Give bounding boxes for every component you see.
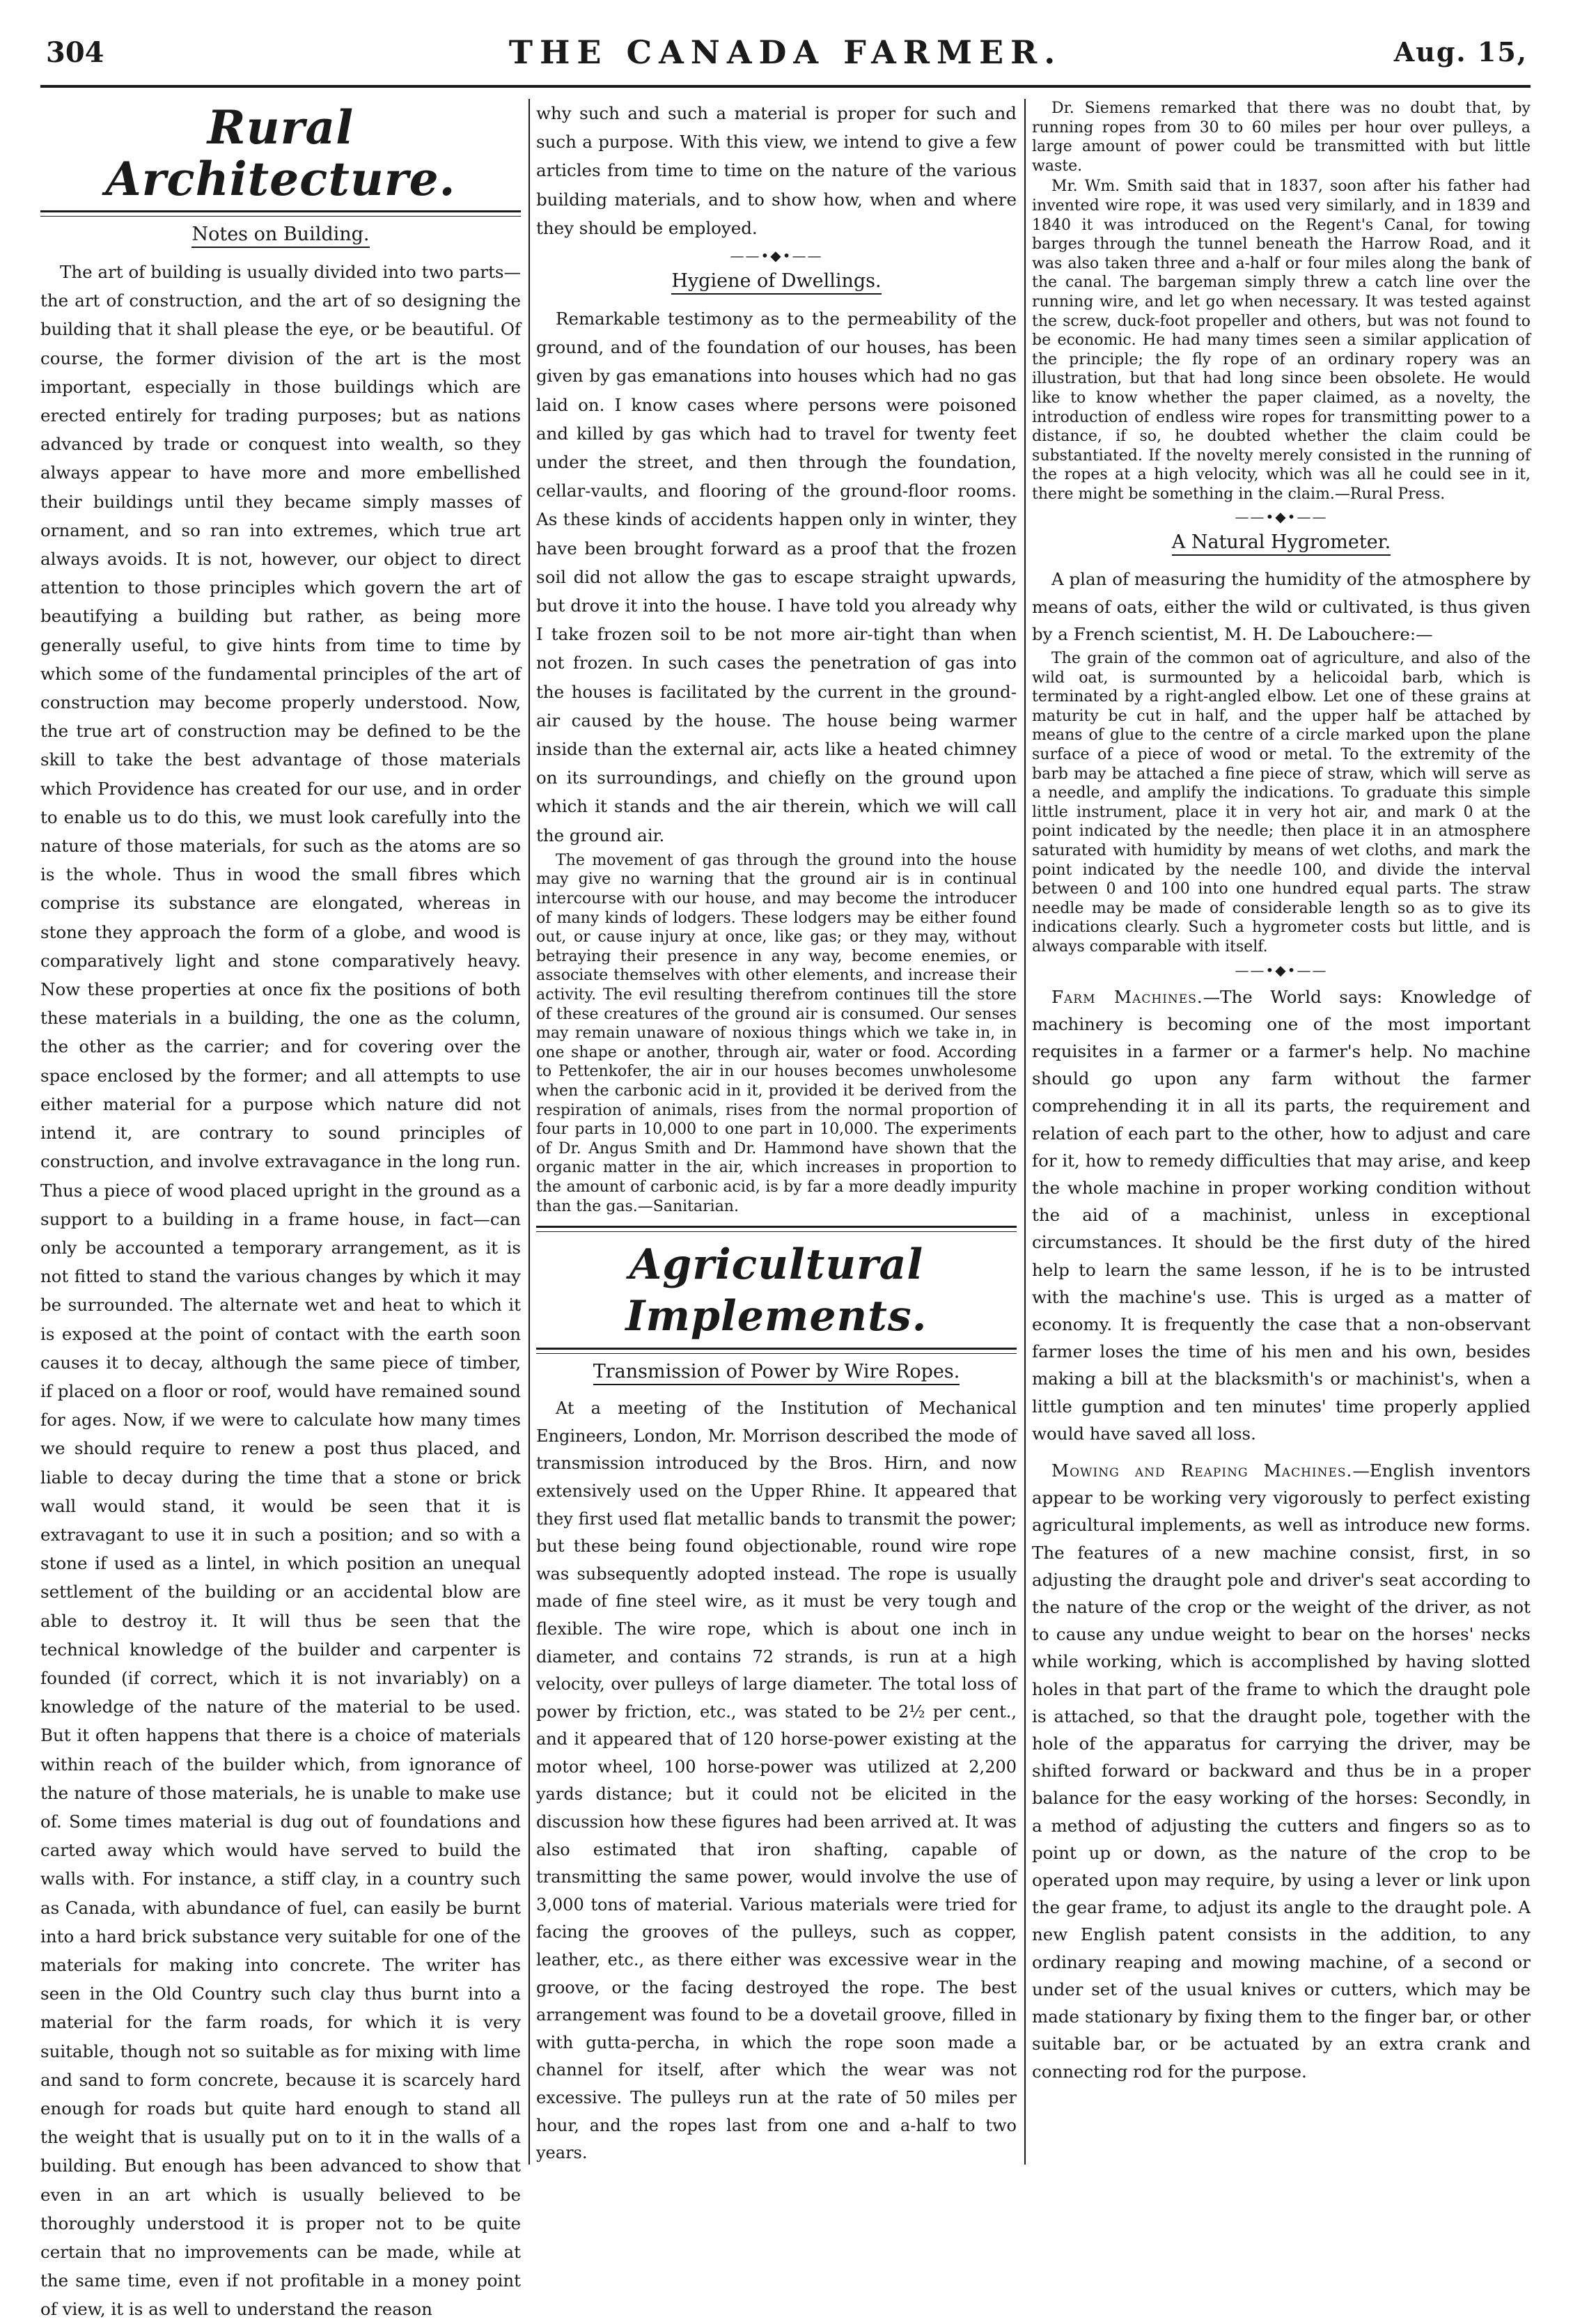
article-paragraph: The grain of the common oat of agriculture, and also of the wild oat, is surmounted by a helicoidal barb, which is terminated by a right-angled elbow. Let one of these grains at maturity be cut in half, and the upper half be attached by means of glue to the centre of a circle marked upon the plane surface of a piece of wood or metal. To the extremity of the barb may be attached a fine piece of straw, which will serve as a needle, and amplify the indications. To graduate this simple little instrument, place it in very hot air, and mark 0 at the point indicated by the needle; then place it in an atmosphere saturated with humidity by means of wet cloths, and mark the point indicated by the needle 100, and divide the interval between 0 and 100 into one hundred equal parts. The straw needle may be made of considerable length so as to give its indications clearly. Such a hygrometer costs but little, and is always comparable with itself.: [1032, 650, 1531, 956]
article-paragraph: Remarkable testimony as to the permeability of the ground, and of the foundation of our houses, has been given by gas emanations into houses which had no gas laid on. I know cases where persons were poisoned and killed by gas which had to travel for twenty feet under the street, and then through the foundation, cellar-vaults, and flooring of the ground-floor rooms. As these kinds of accidents happen only in winter, they have been brought forward as a proof that the frozen soil did not allow the gas to escape straight upwards, but drove it into the house. I have told you already why I take frozen soil to be not more air-tight than when not frozen. In such cases the penetration of gas into the houses is facilitated by the current in the ground-air caused by the house. The house being warmer inside than the external air, acts like a heated chimney on its surroundings, and chiefly on the ground upon which it stands and the air therein, which we will call the ground air.: [536, 309, 1017, 845]
article-title: [536, 270, 1017, 292]
article-paragraph: Dr. Siemens remarked that there was no doubt that, by running ropes from 30 to 60 miles per hour over pulleys, a large amount of power could be transmitted with but little waste.: [1032, 100, 1531, 175]
article-title: [1032, 531, 1531, 553]
article-paragraph: [1032, 1457, 1531, 2085]
double-rule: [40, 210, 521, 217]
paragraph-lead: Mowing and Reaping Machines.: [1051, 1460, 1353, 1481]
newspaper-page: [40, 33, 1531, 2320]
page-number: 304: [46, 36, 104, 69]
paper-title: THE CANADA FARMER.: [508, 33, 1063, 71]
article-title-text: Hygiene of Dwellings.: [671, 270, 881, 295]
article-paragraph: The art of building is usually divided into two parts—the art of construction, and the art of so designing the building that it shall please the eye, or be beautiful. Of course, the former division of the art is the most important, especially in those buildings which are erected entirely for trading purposes; but as nations advanced by trade or conquest into wealth, so they always appear to have more and more embellished their buildings until they became simply masses of ornament, and so ran into extremes, which true art always avoids. It is not, however, our object to direct attention to those principles which govern the art of beautifying a building but rather, as being more generally useful, to give hints from time to time by which some of the fundamental principles of the art of construction may become properly understood. Now, the true art of construction may be defined to be the skill to take the best advantage of those materials which Providence has created for our use, and in order to enable us to do this, we must look carefully into the nature of those materials, for such as the atoms are so is the whole. Thus in wood the small fibres which comprise its substance are elongated, whereas in stone they approach the form of a globe, and wood is comparatively light and stone comparatively heavy. Now these properties at once fix the positions of both these materials in a building, the one as the column, the other as the carrier; and for covering over the space enclosed by the former; and all attempts to use either material for a purpose which nature did not intend it, are contrary to sound principles of construction, and involve extravagance in the long run. Thus a piece of wood placed upright in the ground as a support to a building in a frame house, in fact—can only be accounted a temporary arrangement, as it is not fitted to stand the various changes by which it may be surrounded. The alternate wet and heat to which it is exposed at the point of contact with the earth soon causes it to decay, although the same piece of timber, if placed on a floor or roof, would have remained sound for ages. Now, if we were to calculate how many times we should require to renew a post thus placed, and liable to decay during the time that a stone or brick wall would stand, it would be seen that it is extravagant to use it in such a position; and so with a stone if used as a lintel, in which position an unequal settlement of the building or an accidental blow are able to destroy it. It will thus be seen that the technical knowledge of the builder and carpenter is founded (if correct, which it is not invariably) on a knowledge of the nature of the material to be used. But it often happens that there is a choice of materials within reach of the builder which, from ignorance of the nature of those materials, he is unable to make use of. Some times material is dug out of foundations and carted away which would have served to build the walls with. For instance, a stiff clay, in a country such as Canada, with abundance of fuel, can easily be burnt into a hard brick substance very suitable for one of the materials for making into concrete. The writer has seen in the Old Country such clay thus burnt into a material for the farm roads, for which it is very suitable, though not so suitable as for mixing with lime and sand to form concrete, because it is scarcely hard enough for roads but quite hard enough to stand all the weight that is usually put on to it in the walls of a building. But enough has been advanced to show that even in an art which is usually believed to be thoroughly understood it is proper not to be quite certain that no improvements can be made, while at the same time, even if not profitable in a money point of view, it is as well to understand the reason: [40, 262, 521, 2320]
article-paragraph: The movement of gas through the ground into the house may give no warning that the ground air is in continual intercourse with our house, and may become the introducer of many kinds of lodgers. These lodgers may be either found out, or cause injury at once, like gas; or they may, without betraying their presence in any way, become enemies, or associate themselves with other elements, and increase their activity. The evil resulting therefrom continues till the store of these creatures of the ground air is consumed. Our senses may remain unaware of noxious things which we take in, in one shape or another, through air, water or food. According to Pettenkofer, the air in our houses becomes unwholesome when the carbonic acid in it, provided it be derived from the respiration of animals, rises from the normal proportion of four parts in 10,000 to one part in 10,000. The experiments of Dr. Angus Smith and Dr. Hammond have shown that the organic matter in the air, which increases in proportion to the amount of carbonic acid, is by far a more deadly impurity than the gas.—Sanitarian.: [536, 851, 1017, 1215]
paragraph-lead: Farm Machines.: [1051, 986, 1203, 1007]
double-rule: [536, 1226, 1017, 1232]
ornament-divider: ——•◆•——: [730, 247, 823, 265]
column-rule: [529, 99, 530, 2165]
article-title-text: A Natural Hygrometer.: [1172, 531, 1391, 556]
article-title-text: Transmission of Power by Wire Ropes.: [593, 1361, 960, 1385]
column-2: [536, 99, 1017, 2165]
issue-date: Aug. 15,: [1393, 36, 1528, 68]
article-paragraph: A plan of measuring the humidity of the atmosphere by means of oats, either the wild or cultivated, is thus given by a French scientist, M. H. De Labouchere:—: [1032, 569, 1531, 644]
paragraph-text: —English inventors appear to be working very vigorously to perfect existing agricultural implements, as well as introduce new forms. The features of a new machine consist, first, in so adjusting the draught pole and driver's seat according to the nature of the crop or the weight of the driver, as not to cause any undue weight to bear on the horses' necks while working, which is accomplished by having slotted holes in that part of the frame to which the draught pole is attached, so that the draught pole, together with the hole of the apparatus for carrying the driver, may be shifted forward or backward and thus be in a proper balance for the easy working of the horses: Secondly, in a method of adjusting the cutters and fingers so as to point up or down, as the nature of the crop to be operated upon may require, by using a lever or link upon the gear frame, to adjust its angle to the draught pole. A new English patent consists in the addition, to any ordinary reaping and mowing machine, of a second or under set of the usual knives or cutters, which may be made stationary by fixing them to the finger bar, or other suitable bar, or be actuated by an extra crank and connecting rod for the purpose.: [1032, 1460, 1531, 2082]
column-1: [40, 99, 521, 2320]
article-paragraph: Mr. Wm. Smith said that in 1837, soon after his father had invented wire rope, it was used very similarly, and in 1839 and 1840 it was introduced on the Regent's Canal, for towing barges through the tunnel beneath the Harrow Road, and it was also taken three and a-half or four miles along the bank of the canal. The bargeman simply threw a catch line over the running wire, and let go when necessary. It was tested against the screw, duck-foot propeller and others, but was not found to be economic. He had many times seen a similar application of the principle; the fly rope of an ordinary ropery was an illustration, but that had long since been obsolete. He would like to know whether the paper claimed, as a novelty, the introduction of endless wire ropes for transmitting power to a distance, if so, he doubted whether the claim could be substantiated. If the novelty merely consisted in the running of the ropes at a high velocity, which was all he could see in it, there might be something in the claim.—Rural Press.: [1032, 178, 1531, 503]
column-3: [1032, 99, 1531, 2165]
article-paragraph: At a meeting of the Institution of Mechanical Engineers, London, Mr. Morrison described the mode of transmission introduced by the Bros. Hirn, and now extensively used on the Upper Rhine. It appeared that they first used flat metallic bands to transmit the power; but these being found objectionable, round wire rope was subsequently adopted instead. The rope is usually made of fine steel wire, as it must be very tough and flexible. The wire rope, which is about one inch in diameter, and contains 72 strands, is run at a high velocity, over pulleys of large diameter. The total loss of power by friction, etc., was stated to be 2½ per cent., and it appeared that of 120 horse-power existing at the motor wheel, 100 horse-power was utilized at 2,200 yards distance; but it could not be elicited in the discussion how these figures had been arrived at. It was also estimated that iron shafting, capable of transmitting the same power, would involve the use of 3,000 tons of material. Various materials were tried for facing the grooves of the pulleys, such as copper, leather, etc., as there either was excessive wear in the groove, or the facing destroyed the rope. The best arrangement was found to be a dovetail groove, filled in with gutta-percha, in which the rope soon made a channel for itself, after which the wear was not excessive. The pulleys run at the rate of 50 miles per hour, and the ropes last from one and a-half to two years.: [536, 1398, 1017, 2163]
article-paragraph: [1032, 983, 1531, 1447]
article-title: [40, 224, 521, 245]
department-heading: Rural Architecture.: [105, 100, 456, 206]
ornament-divider: ——•◆•——: [1235, 508, 1328, 526]
masthead: [40, 33, 1531, 88]
columns: [40, 99, 1531, 2320]
double-rule: [536, 1348, 1017, 1354]
ornament-divider: ——•◆•——: [1235, 961, 1328, 978]
article-title: [536, 1361, 1017, 1382]
department-heading: Agricultural Implements.: [625, 1240, 928, 1341]
article-title-text: Notes on Building.: [191, 224, 369, 248]
article-continuation: why such and such a material is proper for such and such a purpose. With this view, we intend to give a few articles from time to time on the nature of the various building materials, and to show how, when and where they should be employed.: [536, 103, 1017, 238]
column-rule: [1024, 99, 1026, 2165]
paragraph-text: —The World says: Knowledge of machinery is becoming one of the most important requisites in a farmer or a farmer's help. No machine should go upon any farm without the farmer comprehending it in all its parts, the requirement and relation of each part to the other, how to adjust and care for it, how to remedy difficulties that may arise, and keep the whole machine in proper working condition without the aid of a machinist, unless in exceptional circumstances. It should be the first duty of the hired help to learn the same lesson, if he is to be intrusted with the machine's use. This is urged as a matter of economy. It is frequently the case that a non-observant farmer loses the time of his men and his own, besides making a bill at the blacksmith's or machinist's, when a little gumption and ten minutes' time properly applied would have saved all loss.: [1032, 986, 1531, 1444]
